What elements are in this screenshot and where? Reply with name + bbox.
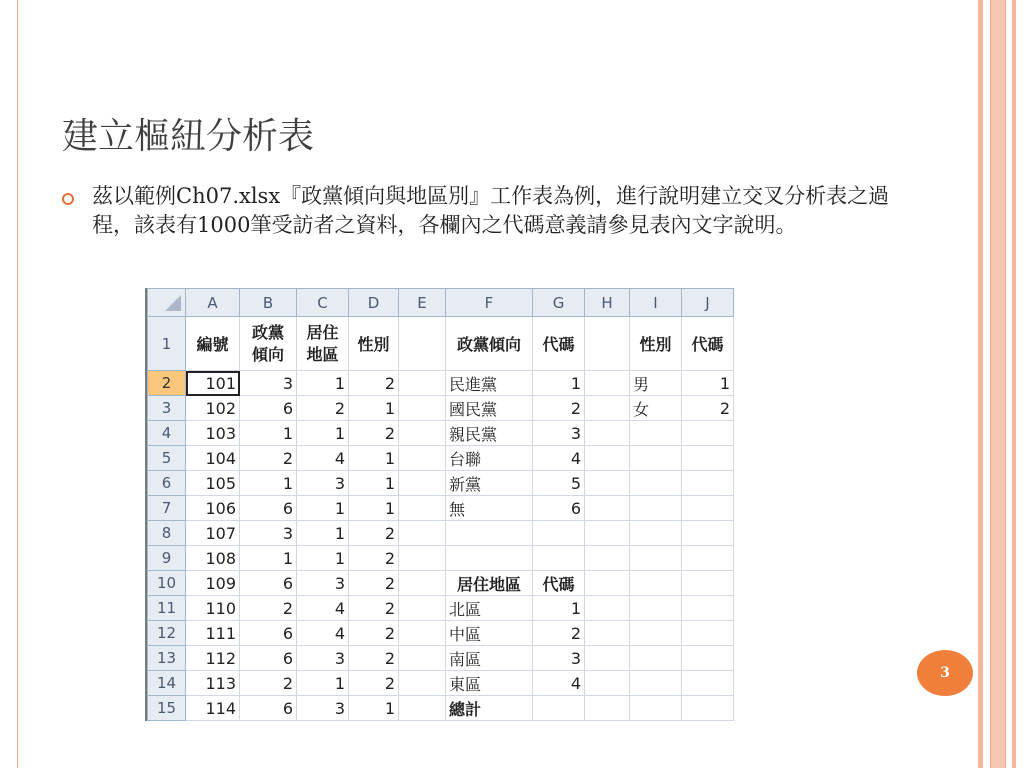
data-cell[interactable]: 1: [349, 696, 399, 721]
table-row: [148, 546, 734, 571]
empty-cell[interactable]: [399, 596, 446, 621]
empty-cell[interactable]: [630, 521, 682, 546]
empty-cell[interactable]: [585, 546, 630, 571]
column-header-c[interactable]: C: [297, 289, 349, 317]
empty-cell[interactable]: [399, 571, 446, 596]
empty-cell[interactable]: [630, 646, 682, 671]
data-cell[interactable]: 6: [240, 646, 297, 671]
data-cell[interactable]: 3: [297, 696, 349, 721]
empty-cell[interactable]: [585, 496, 630, 521]
data-cell[interactable]: 3: [297, 646, 349, 671]
column-header-d[interactable]: D: [349, 289, 399, 317]
cell-f1[interactable]: 政黨傾向: [446, 317, 533, 371]
gender-code-cell[interactable]: 1: [682, 371, 734, 396]
empty-cell[interactable]: [630, 496, 682, 521]
empty-cell[interactable]: [630, 671, 682, 696]
empty-cell[interactable]: [399, 446, 446, 471]
data-cell[interactable]: 1: [349, 446, 399, 471]
data-cell[interactable]: 3: [297, 571, 349, 596]
data-cell[interactable]: 2: [349, 571, 399, 596]
bullet-text: 茲以範例Ch07.xlsx『政黨傾向與地區別』工作表為例，進行說明建立交叉分析表之過程，該表有1000筆受訪者之資料，各欄內之代碼意義請參見表內文字說明。: [92, 184, 890, 237]
data-cell[interactable]: 6: [240, 621, 297, 646]
empty-cell[interactable]: [630, 621, 682, 646]
header-line-1: 居住: [306, 322, 339, 342]
cell-e1[interactable]: [399, 317, 446, 371]
gender-code-cell[interactable]: 2: [682, 396, 734, 421]
party-name-cell[interactable]: 國民黨: [446, 396, 533, 421]
row-header[interactable]: 5: [148, 446, 186, 471]
data-cell[interactable]: 2: [349, 596, 399, 621]
data-cell[interactable]: 1: [297, 546, 349, 571]
empty-cell[interactable]: [682, 571, 734, 596]
party-code-cell[interactable]: 6: [533, 496, 585, 521]
region-code-cell[interactable]: 2: [533, 621, 585, 646]
header-line-2: 傾向: [251, 344, 284, 364]
party-code-cell[interactable]: 5: [533, 471, 585, 496]
empty-cell[interactable]: [630, 571, 682, 596]
data-cell[interactable]: 2: [349, 671, 399, 696]
data-cell[interactable]: 111: [186, 621, 240, 646]
table-row: [148, 671, 734, 696]
row-header[interactable]: 6: [148, 471, 186, 496]
data-cell[interactable]: 1: [349, 471, 399, 496]
data-cell[interactable]: 3: [297, 471, 349, 496]
empty-cell[interactable]: [399, 546, 446, 571]
data-cell[interactable]: 102: [186, 396, 240, 421]
empty-cell[interactable]: [585, 571, 630, 596]
empty-cell[interactable]: [585, 446, 630, 471]
empty-cell[interactable]: [585, 646, 630, 671]
data-cell[interactable]: 2: [349, 371, 399, 396]
party-code-cell[interactable]: 1: [533, 371, 585, 396]
data-cell[interactable]: 103: [186, 421, 240, 446]
data-cell[interactable]: 105: [186, 471, 240, 496]
empty-cell[interactable]: [682, 671, 734, 696]
empty-cell[interactable]: [682, 696, 734, 721]
table-row: [148, 596, 734, 621]
data-cell[interactable]: 1: [240, 421, 297, 446]
header-line-1: 政黨: [251, 322, 284, 342]
data-cell[interactable]: 1: [297, 521, 349, 546]
region-code-cell[interactable]: 1: [533, 596, 585, 621]
data-cell[interactable]: 109: [186, 571, 240, 596]
data-cell[interactable]: 1: [297, 371, 349, 396]
data-cell[interactable]: 3: [240, 521, 297, 546]
cell-i1[interactable]: 性別: [630, 317, 682, 371]
empty-cell[interactable]: [630, 696, 682, 721]
data-cell[interactable]: 2: [349, 421, 399, 446]
spreadsheet-grid: [147, 288, 734, 721]
region-name-cell[interactable]: 東區: [446, 671, 533, 696]
empty-cell[interactable]: [585, 621, 630, 646]
table-row: [148, 696, 734, 721]
data-cell[interactable]: 2: [240, 671, 297, 696]
empty-cell[interactable]: [630, 546, 682, 571]
data-cell[interactable]: 4: [297, 596, 349, 621]
column-header-j[interactable]: J: [682, 289, 734, 317]
frame-stripe-2: [990, 0, 1006, 768]
empty-cell[interactable]: [533, 696, 585, 721]
cell-c1[interactable]: [297, 317, 349, 371]
empty-cell[interactable]: [682, 546, 734, 571]
column-header-i[interactable]: I: [630, 289, 682, 317]
party-code-cell[interactable]: 3: [533, 421, 585, 446]
data-cell[interactable]: 2: [349, 546, 399, 571]
data-cell[interactable]: 3: [240, 371, 297, 396]
row-header[interactable]: 12: [148, 621, 186, 646]
data-cell[interactable]: 4: [297, 621, 349, 646]
empty-cell[interactable]: [682, 421, 734, 446]
table-row: [148, 496, 734, 521]
empty-cell[interactable]: [630, 421, 682, 446]
empty-cell[interactable]: [399, 521, 446, 546]
column-header-h[interactable]: H: [585, 289, 630, 317]
row-header[interactable]: 10: [148, 571, 186, 596]
data-cell[interactable]: 106: [186, 496, 240, 521]
bullet-circle-icon: [62, 193, 74, 205]
select-all-corner[interactable]: [148, 289, 186, 317]
column-header-e[interactable]: E: [399, 289, 446, 317]
data-cell[interactable]: 2: [240, 446, 297, 471]
empty-cell[interactable]: [446, 521, 533, 546]
empty-cell[interactable]: [585, 396, 630, 421]
party-name-cell[interactable]: 民進黨: [446, 371, 533, 396]
data-cell[interactable]: 6: [240, 396, 297, 421]
data-cell[interactable]: 2: [349, 621, 399, 646]
empty-cell[interactable]: [399, 371, 446, 396]
region-name-cell[interactable]: 北區: [446, 596, 533, 621]
select-all-triangle-icon: [165, 295, 181, 311]
empty-cell[interactable]: [585, 371, 630, 396]
data-cell[interactable]: 6: [240, 571, 297, 596]
party-name-cell[interactable]: 無: [446, 496, 533, 521]
empty-cell[interactable]: [630, 596, 682, 621]
region-code-cell[interactable]: 4: [533, 671, 585, 696]
empty-cell[interactable]: [585, 696, 630, 721]
data-cell[interactable]: 114: [186, 696, 240, 721]
column-header-b[interactable]: B: [240, 289, 297, 317]
gender-name-cell[interactable]: 男: [630, 371, 682, 396]
row-header[interactable]: 13: [148, 646, 186, 671]
empty-cell[interactable]: [585, 521, 630, 546]
data-cell[interactable]: 113: [186, 671, 240, 696]
data-cell[interactable]: 108: [186, 546, 240, 571]
empty-cell[interactable]: [630, 446, 682, 471]
header-line-2: 地區: [306, 344, 339, 364]
cell-b1[interactable]: [240, 317, 297, 371]
data-cell[interactable]: 1: [240, 471, 297, 496]
row-header[interactable]: 9: [148, 546, 186, 571]
table-row: [148, 621, 734, 646]
spreadsheet-screenshot: [145, 288, 734, 721]
region-code-cell[interactable]: 3: [533, 646, 585, 671]
table-row: [148, 396, 734, 421]
row-header[interactable]: 4: [148, 421, 186, 446]
data-cell[interactable]: 1: [349, 496, 399, 521]
data-cell[interactable]: 2: [297, 396, 349, 421]
cell-d1[interactable]: 性別: [349, 317, 399, 371]
empty-cell[interactable]: [399, 646, 446, 671]
cell-g1[interactable]: 代碼: [533, 317, 585, 371]
empty-cell[interactable]: [399, 396, 446, 421]
party-code-cell[interactable]: 2: [533, 396, 585, 421]
table-row: [148, 317, 734, 371]
table-row: [148, 421, 734, 446]
data-cell[interactable]: 104: [186, 446, 240, 471]
data-cell[interactable]: 1: [297, 496, 349, 521]
empty-cell[interactable]: [585, 671, 630, 696]
table-row: [148, 571, 734, 596]
region-code-header-cell[interactable]: 代碼: [533, 571, 585, 596]
empty-cell[interactable]: [585, 471, 630, 496]
gender-name-cell[interactable]: 女: [630, 396, 682, 421]
data-cell[interactable]: 2: [240, 596, 297, 621]
row-header[interactable]: 2: [148, 371, 186, 396]
empty-cell[interactable]: [533, 546, 585, 571]
empty-cell[interactable]: [399, 421, 446, 446]
empty-cell[interactable]: [399, 671, 446, 696]
data-cell[interactable]: 1: [297, 671, 349, 696]
cell-h1[interactable]: [585, 317, 630, 371]
page-number-badge: 3: [917, 650, 973, 696]
empty-cell[interactable]: [533, 521, 585, 546]
column-header-g[interactable]: G: [533, 289, 585, 317]
empty-cell[interactable]: [446, 546, 533, 571]
total-label-cell[interactable]: 總計: [446, 696, 533, 721]
empty-cell[interactable]: [682, 471, 734, 496]
empty-cell[interactable]: [682, 646, 734, 671]
region-name-cell[interactable]: 南區: [446, 646, 533, 671]
data-cell[interactable]: 6: [240, 696, 297, 721]
column-header-f[interactable]: F: [446, 289, 533, 317]
empty-cell[interactable]: [682, 621, 734, 646]
column-header-row: [148, 289, 734, 317]
slide-frame-right: [978, 0, 1024, 768]
region-name-cell[interactable]: 中區: [446, 621, 533, 646]
data-cell[interactable]: 1: [349, 396, 399, 421]
empty-cell[interactable]: [682, 496, 734, 521]
frame-stripe-1: [978, 0, 983, 768]
data-cell[interactable]: 2: [349, 646, 399, 671]
table-row: [148, 471, 734, 496]
data-cell[interactable]: 6: [240, 496, 297, 521]
empty-cell[interactable]: [399, 621, 446, 646]
empty-cell[interactable]: [682, 446, 734, 471]
empty-cell[interactable]: [399, 696, 446, 721]
slide-frame-left: [0, 0, 18, 768]
column-header-a[interactable]: A: [186, 289, 240, 317]
empty-cell[interactable]: [585, 421, 630, 446]
data-cell[interactable]: 2: [349, 521, 399, 546]
data-cell[interactable]: 107: [186, 521, 240, 546]
data-cell[interactable]: 1: [297, 421, 349, 446]
empty-cell[interactable]: [682, 596, 734, 621]
data-cell[interactable]: 101: [186, 371, 240, 396]
table-row: [148, 646, 734, 671]
data-cell[interactable]: 110: [186, 596, 240, 621]
empty-cell[interactable]: [630, 471, 682, 496]
data-cell[interactable]: 112: [186, 646, 240, 671]
table-row: [148, 371, 734, 396]
cell-j1[interactable]: 代碼: [682, 317, 734, 371]
empty-cell[interactable]: [399, 471, 446, 496]
row-header[interactable]: 11: [148, 596, 186, 621]
cell-a1[interactable]: 編號: [186, 317, 240, 371]
empty-cell[interactable]: [682, 521, 734, 546]
party-name-cell[interactable]: 新黨: [446, 471, 533, 496]
empty-cell[interactable]: [585, 596, 630, 621]
row-header[interactable]: 15: [148, 696, 186, 721]
frame-stripe-3: [1012, 0, 1016, 768]
row-header[interactable]: 3: [148, 396, 186, 421]
slide-title: 建立樞紐分析表: [62, 116, 315, 157]
data-cell[interactable]: 1: [240, 546, 297, 571]
table-row: [148, 521, 734, 546]
data-cell[interactable]: 4: [297, 446, 349, 471]
table-row: [148, 446, 734, 471]
party-code-cell[interactable]: 4: [533, 446, 585, 471]
row-header[interactable]: 8: [148, 521, 186, 546]
row-header[interactable]: 1: [148, 317, 186, 371]
row-header[interactable]: 7: [148, 496, 186, 521]
row-header[interactable]: 14: [148, 671, 186, 696]
party-name-cell[interactable]: 台聯: [446, 446, 533, 471]
region-header-cell[interactable]: 居住地區: [446, 571, 533, 596]
party-name-cell[interactable]: 親民黨: [446, 421, 533, 446]
empty-cell[interactable]: [399, 496, 446, 521]
